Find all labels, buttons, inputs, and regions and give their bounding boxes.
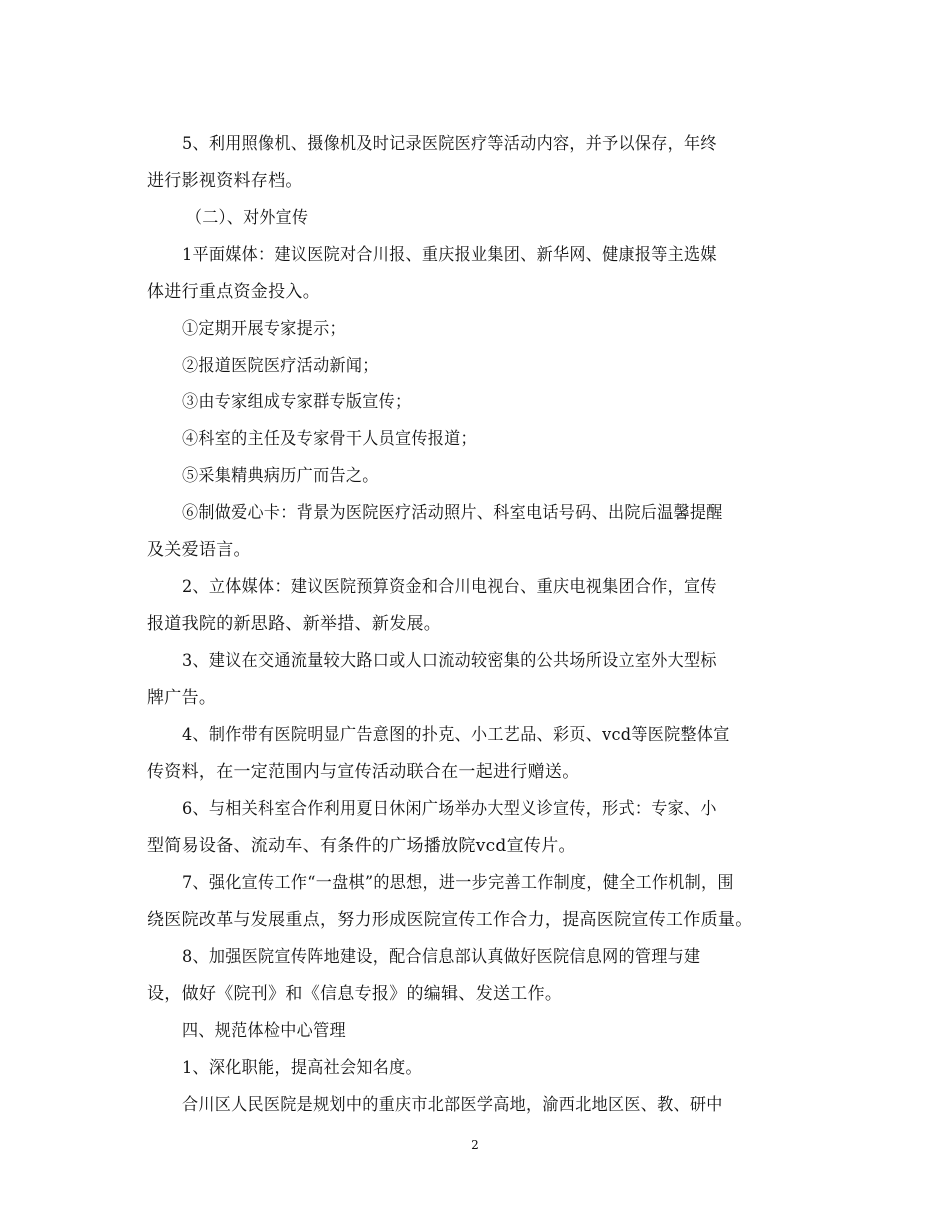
paragraph-line: 6、与相关科室合作利用夏日休闲广场举办大型义诊宣传，形式：专家、小 xyxy=(182,799,717,819)
list-item: ②报道医院医疗活动新闻； xyxy=(182,356,379,376)
paragraph-line: 合川区人民医院是规划中的重庆市北部医学高地，渝西北地区医、教、研中 xyxy=(182,1095,723,1115)
paragraph-line: 5、利用照像机、摄像机及时记录医院医疗等活动内容，并予以保存，年终 xyxy=(182,134,717,154)
paragraph-line: 1平面媒体：建议医院对合川报、重庆报业集团、新华网、健康报等主选媒 xyxy=(182,245,717,265)
paragraph-line: 传资料，在一定范围内与宣传活动联合在一起进行赠送。 xyxy=(147,762,580,782)
paragraph-line: 设，做好《院刊》和《信息专报》的编辑、发送工作。 xyxy=(147,984,563,1004)
list-item: ③由专家组成专家群专版宣传； xyxy=(182,392,412,412)
paragraph-line: 4、制作带有医院明显广告意图的扑克、小工艺品、彩页、vcd等医院整体宣 xyxy=(182,725,730,745)
paragraph-line: 绕医院改革与发展重点，努力形成医院宣传工作合力，提高医院宣传工作质量。 xyxy=(147,910,753,930)
list-item: ①定期开展专家提示； xyxy=(182,319,346,339)
list-item: ⑤采集精典病历广而告之。 xyxy=(182,466,379,486)
paragraph-line: 报道我院的新思路、新举措、新发展。 xyxy=(147,614,442,634)
paragraph-line: 1、深化职能，提高社会知名度。 xyxy=(182,1058,422,1078)
paragraph-line: 体进行重点资金投入。 xyxy=(147,282,320,302)
paragraph-line: 8、加强医院宣传阵地建设，配合信息部认真做好医院信息网的管理与建 xyxy=(182,947,701,967)
paragraph-line: 牌广告。 xyxy=(147,688,217,708)
paragraph-line: 及关爱语言。 xyxy=(147,540,251,560)
paragraph-line: 7、强化宣传工作“一盘棋”的思想，进一步完善工作制度，健全工作机制，围 xyxy=(182,873,734,893)
paragraph-line: 型简易设备、流动车、有条件的广场播放院vcd宣传片。 xyxy=(147,836,576,856)
paragraph-line: 2、立体媒体：建议医院预算资金和合川电视台、重庆电视集团合作，宣传 xyxy=(182,577,717,597)
paragraph-line: 3、建议在交通流量较大路口或人口流动较密集的公共场所设立室外大型标 xyxy=(182,651,717,671)
list-item: ④科室的主任及专家骨干人员宣传报道； xyxy=(182,429,477,449)
section-heading: （二）、对外宣传 xyxy=(186,208,309,228)
list-item: ⑥制做爱心卡：背景为医院医疗活动照片、科室电话号码、出院后温馨提醒 xyxy=(182,503,723,523)
paragraph-line: 进行影视资料存档。 xyxy=(147,171,303,191)
page-number: 2 xyxy=(471,1138,479,1152)
section-heading: 四、规范体检中心管理 xyxy=(182,1021,346,1041)
